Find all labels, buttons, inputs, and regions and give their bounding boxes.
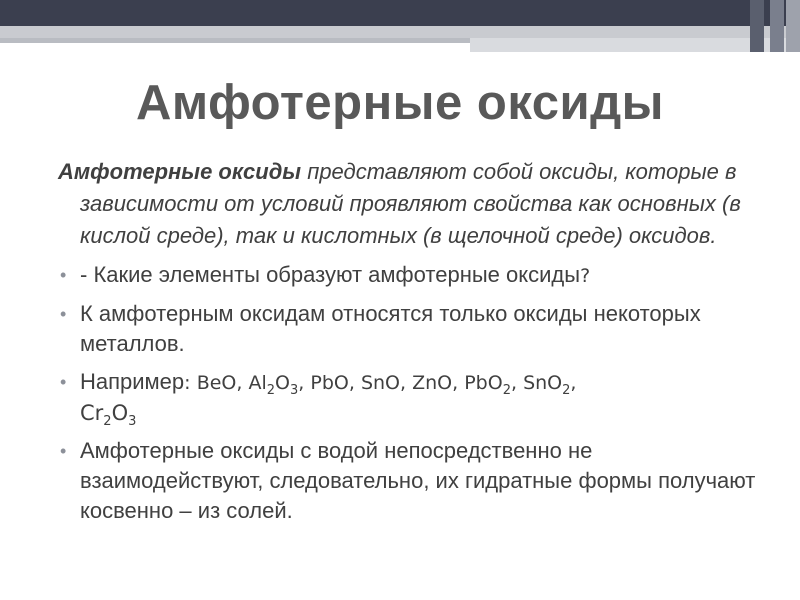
list-item: [58, 260, 758, 291]
list-item: [58, 367, 758, 428]
slide-title: Амфотерные оксиды: [135, 76, 665, 130]
header-stripe: [770, 0, 784, 52]
formula-list: BeO, $Al_2O_3$, PbO, SnO, ZnO, PbO$_2$, SnO$_2$,: [196, 372, 577, 398]
formula-zno: ZnO: [412, 372, 453, 394]
formula-pbo2: PbO$_2$: [464, 372, 511, 398]
intro-term: Амфотерные оксиды: [58, 159, 302, 184]
bullet-list: [58, 260, 758, 526]
formula-sno: SnO: [360, 372, 401, 394]
header-bar: [0, 0, 800, 26]
header-stripe: [786, 0, 800, 52]
slide-body: [58, 156, 758, 534]
header-stripe: [750, 0, 764, 52]
formula-cr2o3: $Cr_2O_3$: [80, 401, 137, 429]
bullet-icon: •: [60, 304, 67, 324]
examples-label: Например: [80, 369, 185, 394]
bullet-question-mark: ?: [580, 265, 591, 287]
formula-beo: BeO: [196, 372, 237, 394]
list-item: [58, 436, 758, 526]
intro-paragraph: [58, 156, 758, 252]
intro-text: представляют собой оксиды, которые в зависимости от условий проявляют свойства как основных (в кислой среде), так и кислотных (в щелочной среде) оксидов.: [80, 159, 741, 248]
bullet-text: Амфотерные оксиды с водой непосредственно не взаимодействуют, следовательно, их гидратные формы получают косвенно – из солей.: [80, 438, 756, 523]
bullet-icon: •: [60, 441, 67, 461]
header-band: [0, 26, 800, 38]
bullet-icon: •: [60, 265, 67, 285]
list-item: [58, 299, 758, 359]
bullet-icon: •: [60, 372, 67, 392]
formula-al2o3: $Al_2O_3$: [248, 372, 299, 398]
bullet-text: - Какие элементы образуют амфотерные оксиды: [80, 262, 581, 287]
formula-pbo: PbO: [310, 372, 349, 394]
formula-sno2: SnO$_2$: [523, 372, 571, 398]
bullet-text: К амфотерным оксидам относятся только оксиды некоторых металлов.: [80, 301, 701, 356]
examples-colon: :: [184, 372, 191, 394]
